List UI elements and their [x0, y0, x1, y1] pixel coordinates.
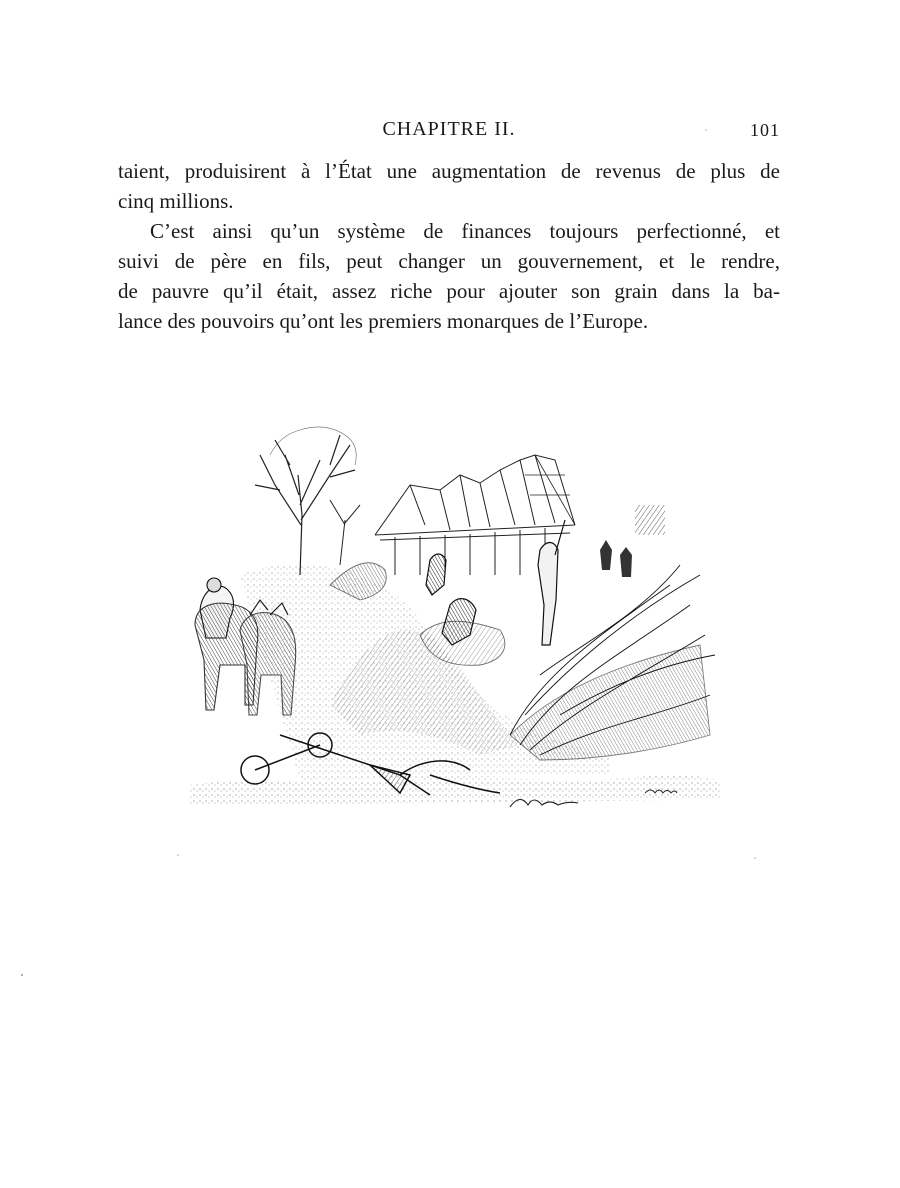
text-line: suivi de père en fils, peut changer un gouvernement, et le rendre, [118, 249, 780, 273]
text-line: lance des pouvoirs qu’ont les premiers monarques de l’Europe. [118, 309, 649, 333]
page-number: 101 [750, 120, 780, 140]
distant-figures [600, 505, 665, 577]
running-head [118, 118, 780, 146]
tree [255, 427, 360, 575]
text-line: de pauvre qu’il était, assez riche pour ajouter son grain dans la ba- [118, 279, 780, 303]
chapter-title: CHAPITRE II. [382, 118, 516, 140]
text-line: cinq millions. [118, 189, 234, 213]
paragraph [118, 156, 780, 216]
paragraph [118, 216, 780, 336]
text-line: C’est ainsi qu’un système de finances toujours perfectionné, et [150, 219, 780, 243]
engraving-drawing [180, 415, 725, 820]
text-line: taient, produisirent à l’État une augmentation de revenus de plus de [118, 159, 780, 183]
body-text [118, 156, 780, 336]
engraving-illustration [180, 415, 725, 820]
